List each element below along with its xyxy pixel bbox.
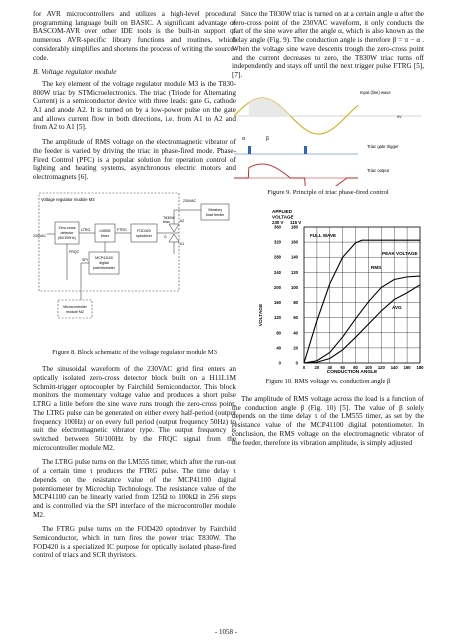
fod-line1: FOD420 xyxy=(137,228,151,233)
triac-line1: T830W xyxy=(163,215,175,220)
legend-input: Input (line) wave xyxy=(360,89,391,95)
series-label-peak: PEAK VOLTAGE xyxy=(382,251,418,257)
vib-line1: Vibratory xyxy=(207,207,223,212)
zc-line3: (50/100Hz) xyxy=(58,235,76,240)
mcp-line1: MCP41100 xyxy=(95,255,113,260)
legend-gate: Triac gate trigger xyxy=(367,143,399,149)
section-heading: B. Voltage regulator module xyxy=(33,67,117,77)
pin-a1: A1 xyxy=(180,241,185,246)
triac-output-wave xyxy=(234,164,358,186)
x-tick-label: 140 xyxy=(390,365,398,371)
x-tick-label: 180 xyxy=(416,365,424,371)
y-tick-label-115: 40 xyxy=(293,330,298,336)
x-tick-label: 40 xyxy=(327,365,333,371)
y-tick-label-115: 180 xyxy=(291,224,298,230)
mcp-line3: potentiometer xyxy=(93,265,115,270)
header-voltage: VOLTAGE xyxy=(272,214,294,220)
header-115v: 115 V xyxy=(290,220,302,226)
header-applied: APPLIED xyxy=(272,209,292,215)
lm555-line1: LM555 xyxy=(99,228,111,233)
ltrg-label: LTRG xyxy=(81,227,91,232)
paragraph: The LTRG pulse turns on the LM555 timer, which after the run-out of a certain time τ produces the FTRG pulse. The time delay τ depends on the resistance value of the MCP41100 digital potentiometer by Microchip Technology. The resistance value of the MCP41100 can be linearly varied from 125Ω to 100kΩ in 256 steps and is controlled via the SPI interface of the microcontroller module M2. xyxy=(33,458,236,519)
output-label: 230VAC xyxy=(183,198,197,203)
gate-pulse xyxy=(248,146,251,154)
page-number: - 1058 - xyxy=(214,628,238,636)
y-tick-label-115: 60 xyxy=(293,315,298,321)
figure-10-chart xyxy=(232,205,424,375)
x-tick-label: 20 xyxy=(314,365,320,371)
left-column xyxy=(33,10,236,566)
y-tick-label-230: 160 xyxy=(274,300,281,306)
y-tick-label-230: 320 xyxy=(274,239,281,245)
ftrg-label: FTRG xyxy=(117,227,127,232)
y-tick-label-115: 140 xyxy=(291,255,298,261)
gate-pulse xyxy=(304,146,307,154)
legend-output: Triac output xyxy=(367,167,389,173)
y-tick-label-230: 40 xyxy=(276,345,281,351)
x-tick-label: 80 xyxy=(353,365,358,371)
zero-label: 0V xyxy=(397,114,402,119)
figure-9-phase-fired xyxy=(232,86,424,186)
beta-symbol: β xyxy=(266,135,269,142)
y-tick-label-115: 120 xyxy=(291,270,298,276)
series-line-rms xyxy=(304,276,420,363)
right-column xyxy=(232,10,424,453)
zc-line2: detector xyxy=(60,230,74,235)
paragraph: The amplitude of RMS voltage on the electromagnetic vibrator of the feeder is varied by driving the triac in phase-fired mode. Phase-Fired Control (PFC) is a popular solution for operation control of lighting and heating systems, asynchronous electric motors and electromagnets [6]. xyxy=(33,138,236,181)
spi-label: SPI xyxy=(82,257,88,262)
x-tick-label: 60 xyxy=(340,365,346,371)
x-tick-label: 120 xyxy=(377,365,385,371)
triac-line2: triac xyxy=(163,219,170,224)
y-tick-label-230: 280 xyxy=(274,255,281,261)
pin-g: G xyxy=(164,234,167,239)
lm555-line2: timer xyxy=(101,233,109,238)
module-label: Voltage regulator module M3 xyxy=(41,196,95,202)
paragraph: The amplitude of RMS voltage across the load is a function of the conduction angle β (Fig. 10) [5]. The value of β solely depends on the time delay τ of the LM555 timer, as set by the resistance value of the MCP41100 digital potentiometer. In conclusion, the RMS voltage on the electromagnetic vibrator of the feeder, therefore its vibration amplitude, is simply adjusted xyxy=(232,395,424,447)
pin-a2: A2 xyxy=(180,218,185,223)
full-wave-label: FULL WAVE xyxy=(310,233,337,239)
alpha-symbol: α xyxy=(242,135,245,142)
conducted-area xyxy=(249,98,291,116)
chart-series xyxy=(304,241,420,364)
fod420-block xyxy=(131,224,157,242)
zc-line1: Zero-cross xyxy=(58,225,76,230)
micro-line1: Microcontroller xyxy=(63,304,87,309)
y-tick-label-115: 100 xyxy=(291,285,298,291)
paragraph: for AVR microcontrollers and utilizes a high-level procedural programming language built on BASIC. A significant advantage of BASCOM-AVR over other IDE tools is the built-in support of numerous AVR-specific library functions and routines, which considerably simplifies and shortens the process of writing the source-code. xyxy=(33,10,236,62)
y-axis-label: VOLTAGE xyxy=(259,304,264,327)
fod-line2: optodriver xyxy=(136,233,152,238)
y-tick-label-115: 160 xyxy=(291,239,298,245)
chart-ticks xyxy=(274,225,424,371)
input-label: 230VAC xyxy=(33,233,47,238)
series-line-avg xyxy=(304,285,420,363)
micro-line2: module M2 xyxy=(66,309,84,314)
y-tick-label-115: 80 xyxy=(293,300,298,306)
x-tick-label: 100 xyxy=(364,365,372,371)
series-label-rms: RMS xyxy=(371,265,382,271)
vib-line2: bowl feeder xyxy=(205,212,225,217)
frqc-label: FRQC xyxy=(69,249,80,254)
x-tick-label: 160 xyxy=(403,365,411,371)
figure-9-caption: Figure 9. Principle of triac phase-fired control xyxy=(267,188,389,196)
y-tick-label-230: 120 xyxy=(274,315,281,321)
y-tick-label-230: 80 xyxy=(276,330,281,336)
paragraph: The sinusoidal waveform of the 230VAC grid first enters an optically isolated zero-cross detector block built on a H11L1M Schmitt-trigger optocoupler by Fairchild Semiconductor. This block monitors the momentary voltage value and produces a short pulse LTRG a little before the sine wave runs trough the zero-cross point. The LTRG pulse can be generated on either every half-period (output frequency 100Hz) or on every full period (output frequency 50Hz) to suit the electromagnetic vibrator type. The output frequency is switched between 50/100Hz by the FRQC signal from the microcontroller module M2. xyxy=(33,365,236,452)
series-label-avg: AVG xyxy=(392,305,402,311)
paragraph: The FTRG pulse turns on the FOD420 optodriver by Fairchild Semiconductor, which in turn fires the power triac T830W. The FOD420 is a specialized IC purpose for optically isolated phase-fired control of triacs and SCR thyristors. xyxy=(33,525,236,560)
y-tick-label-115: 20 xyxy=(293,345,298,351)
paragraph: The key element of the voltage regulator module M3 is the T830-800W triac by STMicroelectronics. The triac (Triode for Alternating Current) is a semiconductor device with three leads: gate G, cathode A1 and anode A2. It is turned on by a low-power pulse on the gate and allows current flow in both directions, i.e. from A1 to A2 and from A2 to A1 [5]. xyxy=(33,79,236,132)
x-tick-label: 0 xyxy=(302,365,306,371)
x-axis-label: CONDUCTION ANGLE xyxy=(326,370,378,376)
y-tick-label-230: 360 xyxy=(274,224,281,230)
y-tick-label-230: 240 xyxy=(274,270,281,276)
mcp-line2: digital xyxy=(99,260,109,265)
lm555-block xyxy=(95,224,115,242)
vibrator-block xyxy=(201,204,229,220)
paragraph: Since the T830W triac is turned on at a certain angle α after the zero-cross point of the 230VAC waveform, it only conducts the part of the sine wave after the angle α, which is also known as the delay angle (Fig. 9). The conduction angle is therefore β = π − α . When the voltage sine wave descents trough the zero-cross point and the current decreases to zero, the T830W triac turns off independently and stays off until the next trigger pulse FTRG [5], [7]. xyxy=(232,10,424,79)
y-tick-label-230: 0 xyxy=(278,360,281,366)
header-230v: 230 V xyxy=(272,220,284,226)
figure-8-caption: Figure 8. Block schematic of the voltage regulator module M3 xyxy=(52,348,217,356)
figure-10-caption: Figure 10. RMS voltage vs. conduction angle β xyxy=(265,378,391,386)
microcontroller-block xyxy=(58,300,92,318)
y-tick-label-115: 0 xyxy=(295,360,298,366)
figure-8-block-schematic xyxy=(33,188,236,346)
series-line-peak-voltage xyxy=(304,241,420,364)
y-tick-label-230: 200 xyxy=(274,285,281,291)
